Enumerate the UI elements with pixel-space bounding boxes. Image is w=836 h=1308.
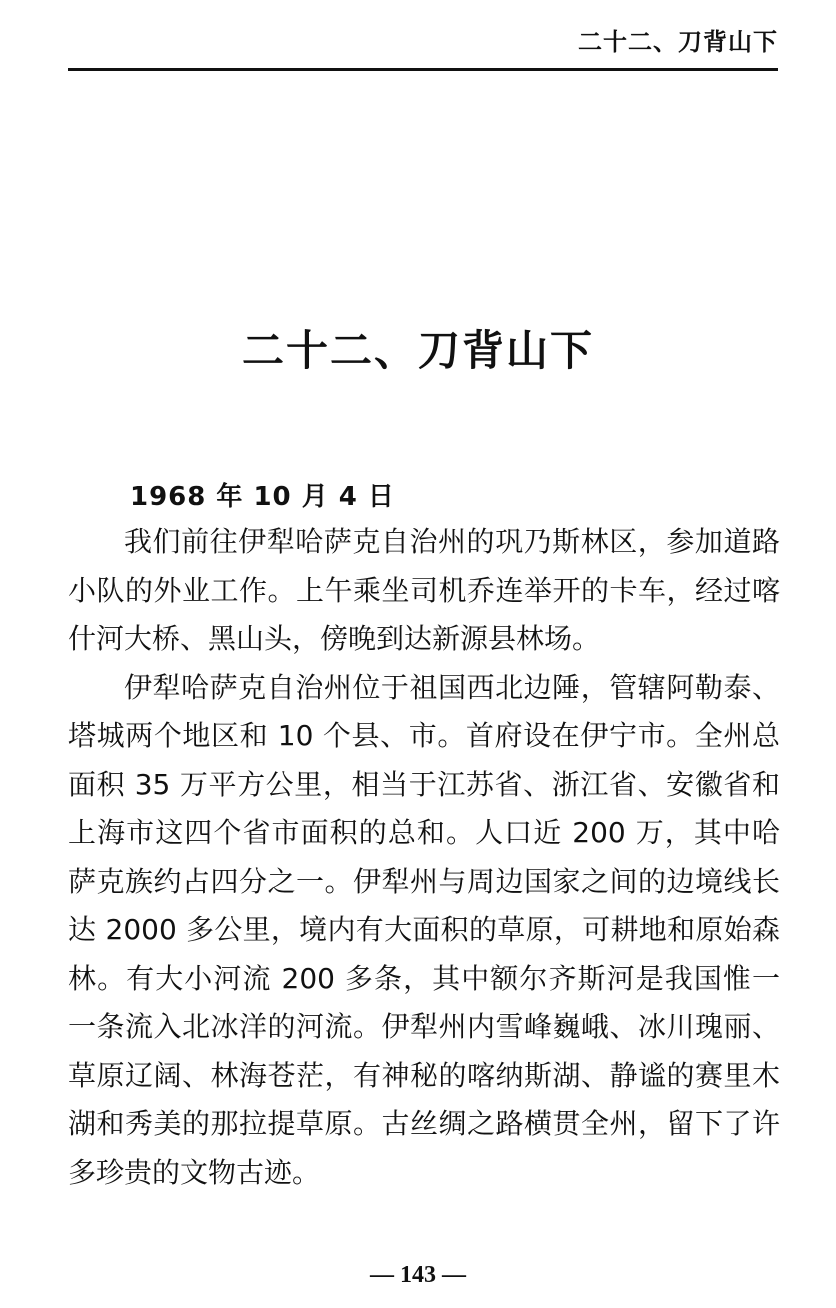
paragraph-1: 我们前往伊犁哈萨克自治州的巩乃斯林区，参加道路小队的外业工作。上午乘坐司机乔连举开的卡车，经过喀什河大桥、黑山头，傍晚到达新源县林场。 [68, 525, 780, 655]
header-rule [68, 68, 778, 71]
chapter-title: 二十二、刀背山下 [241, 326, 594, 375]
paragraph-2: 伊犁哈萨克自治州位于祖国西北边陲，管辖阿勒泰、塔城两个地区和 10 个县、市。首府设在伊宁市。全州总面积 35 万平方公里，相当于江苏省、浙江省、安徽省和上海市这四个省市面积的总和。人口近 200 万，其中哈萨克族约占四分之一。伊犁州与周边国家之间的边境线长达 2000 多公里，境内有大面积的草原，可耕地和原始森林。有大小河流 200 多条，其中额尔齐斯河是我国惟一一条流入北冰洋的河流。伊犁州内雪峰巍峨、冰川瑰丽、草原辽阔、林海苍茫，有神秘的喀纳斯湖、静谧的赛里木湖和秀美的那拉提草原。古丝绸之路横贯全州，留下了许多珍贵的文物古迹。 [68, 670, 780, 1189]
entry-date: 1968 年 10 月 4 日 [130, 482, 395, 512]
page-number: — 143 — [370, 1262, 466, 1288]
body-text [68, 518, 780, 1197]
running-header: 二十二、刀背山下 [578, 28, 778, 56]
